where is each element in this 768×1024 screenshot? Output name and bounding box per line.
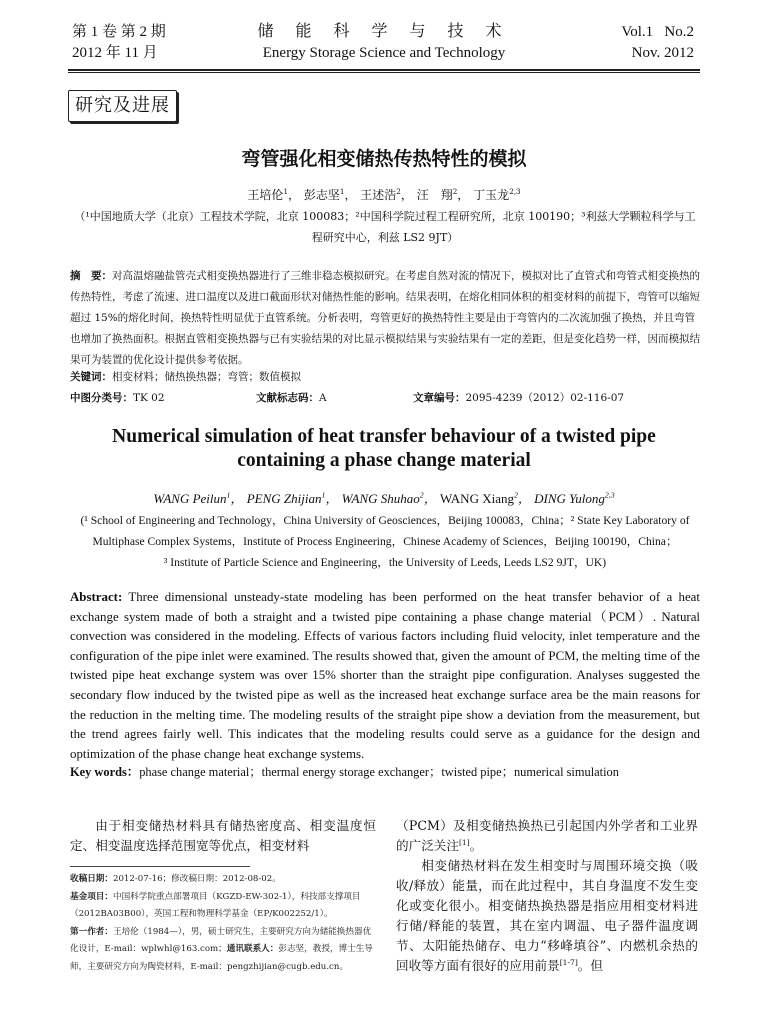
doc-code-value: A [319,392,327,404]
author-affil-sup: 2 [452,187,458,196]
citation-ref: [1] [458,837,470,847]
body-text: 。 [469,838,483,853]
keywords-label-cn: 关键词： [70,371,112,383]
body-text-right [396,816,698,976]
abstract-text-cn: 对高温熔融盐管壳式相变换热器进行了三维非稳态模拟研究。在考虑自然对流的情况下，模拟对比了直管式和弯管式相变换热的传热特性，考虑了流速、进口温度以及进口截面形状对储热性能的影响。结果表明，在熔化相同体积的相变材料的前提下，弯管可以缩短超过 15%的熔化时间，换热特性明显优于直管系统。分析表明，弯管更好的换热特性主要是由于弯管内的二次流加强了换热，并且弯管也增加了换热面积。根据直管相变换热器与已有实验结果的对比显示模拟结果与实验结果有一定的差距，但是变化趋势一样，因而模拟结果可为装置的优化设计提供参考依据。 [70,270,700,366]
author-name-en: WANG Xiang [439,491,514,506]
author-name-en: PENG Zhijian [246,491,322,506]
body-text: 相变储热材料在发生相变时与周围环境交换（吸收/释放）能量，而在此过程中，其自身温度不发生变化或变化很小。相变储热换热器是指应用相变材料进行储/释能的装置，其在室内调温、电子器件温度调节、太阳能热储存、电力“移峰填谷”、内燃机余热的回收等方面有很好的应用前景 [396,858,698,973]
author-name-en: WANG Shuhao [341,491,420,506]
author-affil-sup: 2,3 [604,490,615,500]
abstract-label-en: Abstract: [70,590,123,604]
first-author-label: 第一作者： [70,926,113,937]
keywords-cn [70,367,700,387]
first-author-value: 王培伦（1984—），男，硕士研究生，主要研究方向为储能换热器优化设计，E-mail：wplwhl@163.com； [70,926,372,954]
paper-title-cn: 弯管强化相变储热传热特性的模拟 [241,148,527,170]
author-name-cn: 丁玉龙 [473,188,510,202]
section-tag: 研究及进展 [68,90,177,122]
body-paragraph [396,856,698,976]
abstract-cn [70,266,700,371]
clc-field [70,388,165,408]
header-rule [68,69,700,71]
article-no-field [413,388,624,408]
fund-label: 基金项目： [70,891,113,902]
author-affil-sup: 2 [419,490,424,500]
header-rule-thin [68,72,700,73]
body-paragraph [396,816,698,856]
body-text-left: 由于相变储热材料具有储热密度高、相变温度恒定、相变温度选择范围宽等优点，相变材料 [70,818,376,853]
author-list-cn: 王培伦$^1$， 彭志坚$^1$， 王述浩$^2$， 汪 翔$^2$， 丁玉龙$^{2,3}$ [247,187,521,202]
author-name-cn: 王述浩 [360,188,397,202]
author-affil-sup: 1 [339,187,345,196]
header-date-cn: 2012 年 11 月 [72,45,158,61]
footnote-author [70,924,376,977]
received-label: 收稿日期： [70,874,113,884]
article-no-label: 文章编号： [413,392,466,404]
header-issue-en [621,22,694,64]
abstract-text-en: Three dimensional unsteady-state modeling has been performed on the heat transfer behavior of a heat exchange system made of both a straight and a twisted pipe containing a phase change material（PCM）. Natural convection was considered in the modeling. Effects of various factors including fluid velocity, inlet temperature and the configuration of the pipe inlet were examined. The results showed that, given the amount of PCM, the melting time of the twisted pipe heat exchange system was over 15% shorter than the straight pipe configuration. Analyses suggested the secondary flow induced by the twisted pipe as well as the increased heat exchange surface area be the main reasons for the reduction in the melting time. The modeling results of the straight pipe show a deviation from the measurement, but the trend agrees fairly well. This indicates that the modeling results could serve as a guidance for the design and optimization of the phase change heat exchange systems. [70,590,700,761]
body-text: （PCM）及相变储热换热已引起国内外学者和工业界的广泛关注 [396,818,698,853]
contact-value: 彭志坚，教授，博士生导师，主要研究方向为陶瓷材料，E-mail：pengzhijian@cugb.edu.cn。 [70,944,373,972]
author-affil-sup: 2 [396,187,401,196]
article-no-value: 2095-4239（2012）02-116-07 [465,392,625,404]
abstract-en [70,588,700,764]
header-volume-cn: 第 1 卷 第 2 期 [72,24,166,40]
citation-ref: [1-7] [559,957,578,967]
author-affil-sup: 1 [321,490,326,500]
received-value: 2012-07-16；修改稿日期：2012-08-02。 [112,874,281,884]
affiliation-en-line2: ³ Institute of Particle Science and Engineering，the University of Leeds, Leeds LS2 9JT，UK) [163,556,607,569]
author-list-en: WANG Peilun$^1$， PENG Zhijian$^1$， WANG Shuhao$^2$， WANG Xiang$^2$， DING Yulong$^{2,3}$ [153,490,615,506]
keywords-en [70,763,700,781]
author-name-en: DING Yulong [534,491,605,506]
author-name-cn: 汪 翔 [416,188,453,202]
journal-name-cn: 储 能 科 学 与 技 术 [257,23,511,40]
footnote-fund [70,889,376,924]
affiliation-cn: （¹中国地质大学（北京）工程技术学院，北京 100083；²中国科学院过程工程研究所，北京 100190；³利兹大学颗粒科学与工程研究中心，利兹 LS2 9JT） [74,210,696,244]
fund-value: 中国科学院重点部署项目（KGZD-EW-302-1），科技部支撑项目（2012BA03B00），英国工程和物理科学基金（EP/K002252/1）。 [70,891,361,919]
abstract-label-cn: 摘 要： [70,270,112,282]
author-name-cn: 彭志坚 [303,188,340,202]
affiliation-en [70,510,700,573]
footnote [70,871,376,976]
clc-label: 中图分类号： [70,392,133,404]
author-affil-sup: 2 [513,490,518,500]
header-volume-en: Vol.1 No.2 [621,24,694,40]
author-name-en: WANG Peilun [153,491,227,506]
paper-title-en: Numerical simulation of heat transfer behaviour of a twisted pipe containing a phase change material [112,426,656,471]
header-date-en: Nov. 2012 [631,45,694,61]
footnote-received [70,871,376,889]
author-name-cn: 王培伦 [247,188,284,202]
author-affil-sup: 1 [226,490,231,500]
author-affil-sup: 1 [283,187,289,196]
affiliation-en-line1: (¹ School of Engineering and Technology，China University of Geosciences，Beijing 100083，China；² State Key Laboratory of Multiphase Complex Systems，Institute of Process Engineering，Chinese Academy of Sciences，Beijing 100190，China； [80,514,690,548]
author-affil-sup: 2,3 [509,187,521,196]
doc-code-field [256,388,327,408]
doc-code-label: 文献标志码： [256,392,319,404]
contact-label: 通讯联系人： [226,944,279,954]
keywords-text-en: phase change material；thermal energy storage exchanger；twisted pipe；numerical simulation [139,765,619,779]
keywords-label-en: Key words： [70,765,140,779]
keywords-text-cn: 相变材料；储热换热器；弯管；数值模拟 [112,371,301,383]
clc-value: TK 02 [133,392,165,404]
journal-name-en: Energy Storage Science and Technology [262,45,506,61]
body-text: 。但 [577,958,603,973]
footnote-rule [70,866,250,867]
